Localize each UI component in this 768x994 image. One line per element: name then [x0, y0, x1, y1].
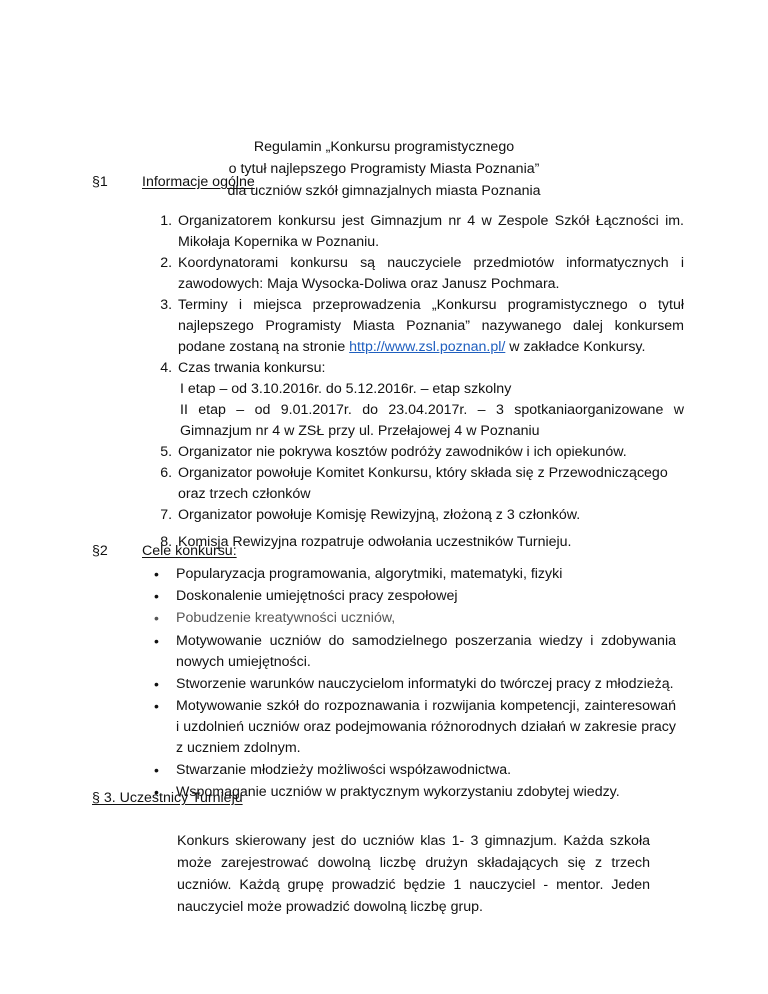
- section-2-title: Cele konkursu:: [142, 543, 237, 559]
- title-line-1: Regulamin „Konkursu programistycznego: [253, 139, 515, 155]
- section-2-bullets: [150, 564, 676, 805]
- list-item: [176, 358, 684, 442]
- list-item: [176, 442, 684, 463]
- list-item: [176, 463, 684, 505]
- item-5-text: Organizator nie pokrywa kosztów podróży zawodników i ich opiekunów.: [178, 444, 627, 460]
- list-item: [176, 211, 684, 253]
- section-1-title: Informacje ogólne: [142, 174, 255, 190]
- section-3-title: § 3. Uczestnicy Turnieju: [92, 790, 243, 806]
- item-3-text: Terminy i miejsca przeprowadzenia „Konkursu programistycznego o tytuł najlepszego Programisty Miasta Poznania” nazywanego dalej konkursem podane zostaną na stronie: [178, 297, 684, 355]
- list-item: [176, 505, 684, 526]
- website-link[interactable]: http://www.zsl.poznan.pl/: [349, 339, 506, 355]
- list-item: [176, 253, 684, 295]
- list-item: • Wspomaganie uczniów w praktycznym wykorzystaniu zdobytej wiedzy.: [176, 782, 676, 803]
- list-item: • Stwarzanie młodzieży możliwości współzawodnictwa.: [176, 760, 676, 781]
- list-item: • Stworzenie warunków nauczycielom informatyki do twórczej pracy z młodzieżą.: [176, 674, 676, 695]
- list-item: • Doskonalenie umiejętności pracy zespołowej: [176, 586, 676, 607]
- item-8-text: Komisja Rewizyjna rozpatruje odwołania uczestników Turnieju.: [178, 534, 572, 550]
- section-3-paragraph: Konkurs skierowany jest do uczniów klas 1- 3 gimnazjum. Każda szkoła może zarejestrować dowolną liczbę drużyn składających się z trzech uczniów. Każdą grupę prowadzić będzie 1 nauczyciel - mentor. Jeden nauczyciel może prowadzić dowolną liczbę grup.: [177, 833, 650, 915]
- list-item: • Popularyzacja programowania, algorytmiki, matematyki, fizyki: [176, 564, 676, 585]
- stage-2-text: II etap – od 9.01.2017r. do 23.04.2017r. – 3 spotkaniaorganizowane w Gimnazjum nr 4 w ZSŁ przy ul. Przełajowej 4 w Poznaniu: [180, 402, 684, 439]
- list-item: [176, 532, 684, 553]
- item-4-text: Czas trwania konkursu:: [178, 360, 326, 376]
- section-1-list: [142, 211, 684, 553]
- item-6-text: Organizator powołuje Komitet Konkursu, który składa się z Przewodniczącego oraz trzech członków: [178, 465, 668, 502]
- item-2-text: Koordynatorami konkursu są nauczyciele przedmiotów informatycznych i zawodowych: Maja Wysocka-Doliwa oraz Janusz Pochmara.: [178, 255, 684, 292]
- document-title: [0, 136, 768, 202]
- item-7-text: Organizator powołuje Komisję Rewizyjną, złożoną z 3 członków.: [178, 507, 581, 523]
- title-line-3: dla uczniów szkół gimnazjalnych miasta Poznania: [227, 183, 541, 199]
- section-2-number: §2: [92, 543, 108, 559]
- stage-1-text: I etap – od 3.10.2016r. do 5.12.2016r. – etap szkolny: [180, 381, 512, 397]
- item-3-text-end: w zakładce Konkursy.: [505, 339, 646, 355]
- list-item: [176, 295, 684, 358]
- list-item: • Pobudzenie kreatywności uczniów,: [176, 608, 676, 629]
- list-item: • Motywowanie uczniów do samodzielnego poszerzania wiedzy i zdobywania nowych umiejętności.: [176, 631, 676, 673]
- title-line-2: o tytuł najlepszego Programisty Miasta Poznania”: [228, 161, 540, 177]
- list-item: • Motywowanie szkół do rozpoznawania i rozwijania kompetencji, zainteresowań i uzdolnień uczniów oraz podejmowania różnorodnych działań w zakresie pracy z uczniem zdolnym.: [176, 696, 676, 759]
- section-1-number: §1: [92, 174, 108, 190]
- item-1-text: Organizatorem konkursu jest Gimnazjum nr 4 w Zespole Szkół Łączności im. Mikołaja Kopernika w Poznaniu.: [178, 213, 684, 250]
